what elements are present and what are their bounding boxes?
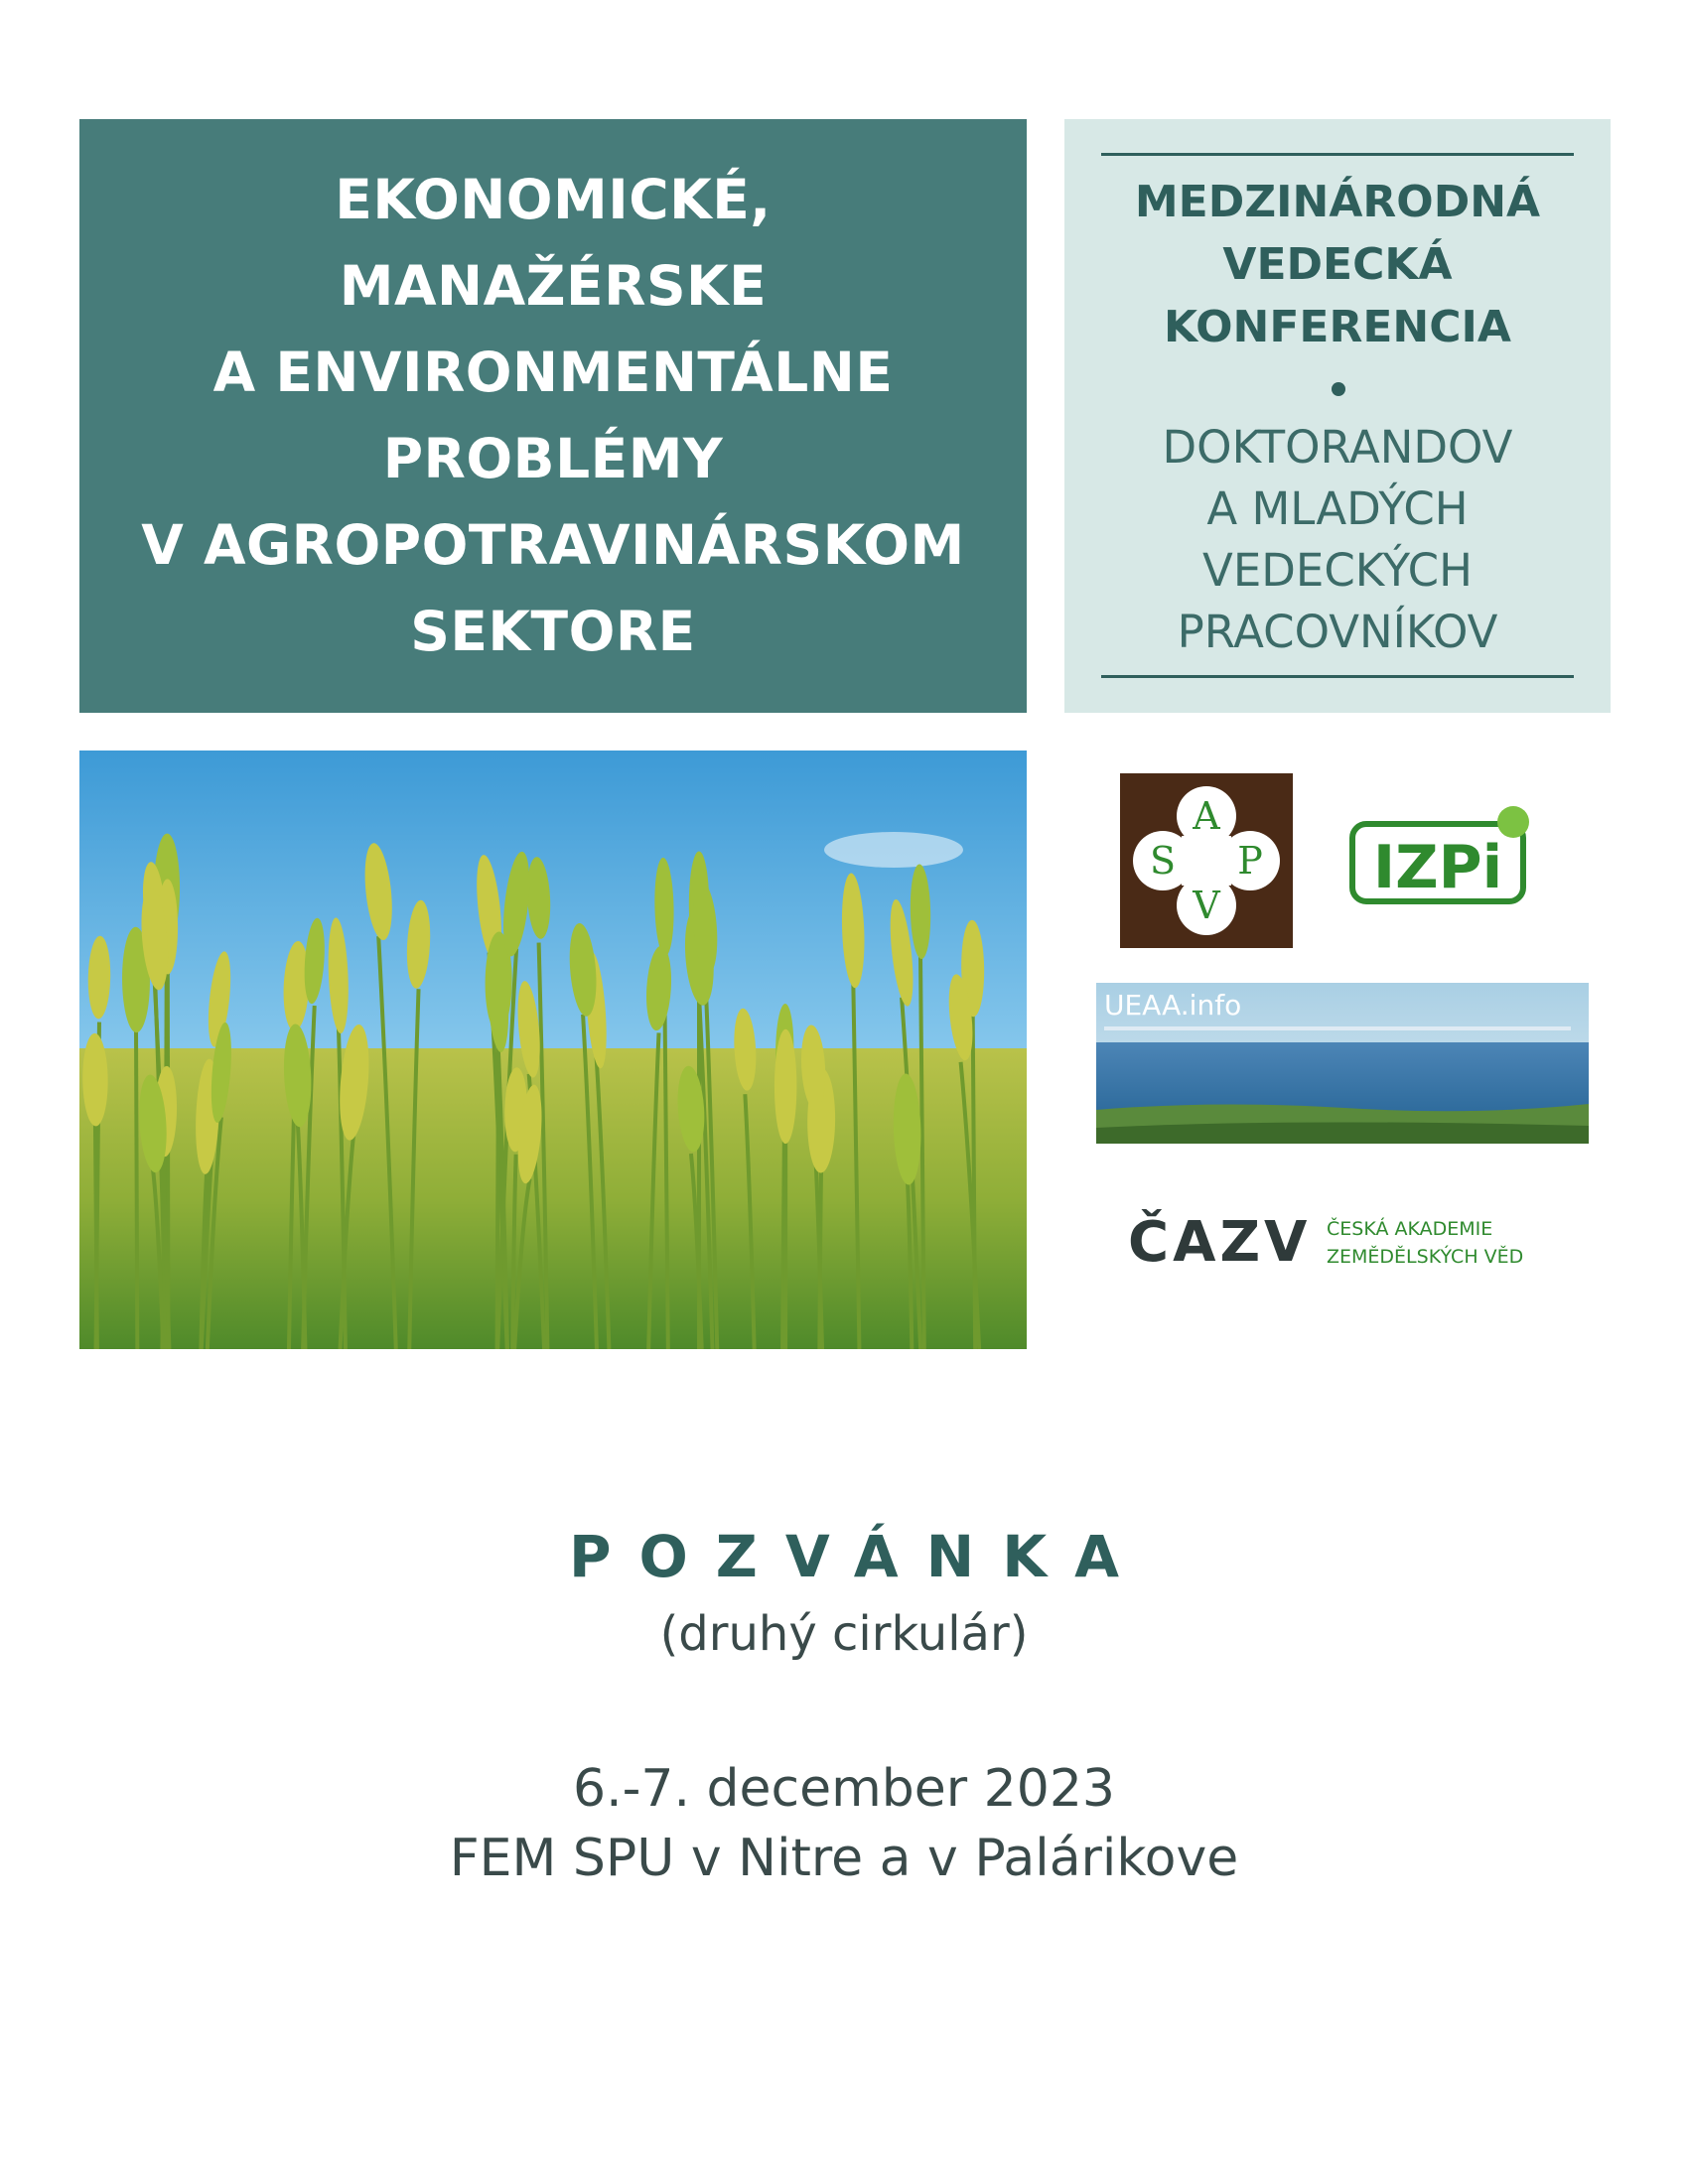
- cazv-name-line: ZEMĚDĚLSKÝCH VĚD: [1327, 1246, 1524, 1268]
- cazv-mark: ČAZV: [1128, 1210, 1312, 1275]
- wheat-stalk: [136, 1024, 137, 1349]
- cazv-name-line: ČESKÁ AKADEMIE: [1327, 1218, 1493, 1240]
- cazv-logo: [1100, 1171, 1593, 1310]
- event-venue: FEM SPU v Nitre a v Palárikove: [449, 1829, 1239, 1888]
- conference-heading: [1064, 171, 1611, 358]
- wheat-stalk: [95, 1125, 97, 1349]
- bullet-dot: [1332, 382, 1345, 396]
- title-line: EKONOMICKÉ,: [335, 168, 772, 231]
- event-date: 6.-7. december 2023: [573, 1759, 1115, 1819]
- asvp-logo: [1118, 771, 1295, 950]
- audience-line: VEDECKÝCH: [1202, 544, 1473, 597]
- conference-heading-line: VEDECKÁ: [1222, 239, 1453, 290]
- asvp-letter: P: [1237, 839, 1263, 883]
- asvp-letter: A: [1193, 794, 1220, 838]
- izpi-wordmark: IZPi: [1372, 833, 1503, 902]
- audience-line: DOKTORANDOV: [1162, 421, 1513, 474]
- conference-type-box: [1064, 119, 1611, 713]
- conference-title-box: [79, 119, 1027, 713]
- title-line: A ENVIRONMENTÁLNE: [212, 341, 894, 404]
- title-line: SEKTORE: [410, 600, 696, 663]
- title-line: PROBLÉMY: [382, 427, 724, 490]
- asvp-letter: V: [1193, 884, 1220, 927]
- conference-heading-line: KONFERENCIA: [1164, 302, 1511, 352]
- invitation-subtitle: (druhý cirkulár): [659, 1606, 1029, 1662]
- izpi-logo: [1348, 804, 1532, 913]
- title-line: V AGROPOTRAVINÁRSKOM: [141, 513, 965, 577]
- audience-line: PRACOVNÍKOV: [1177, 606, 1498, 658]
- conference-heading-line: MEDZINÁRODNÁ: [1134, 177, 1541, 227]
- title-line: MANAŽÉRSKE: [339, 254, 768, 318]
- wheat-ear: [774, 1029, 796, 1144]
- conference-audience: [1064, 417, 1611, 663]
- wheat-field-image: [79, 751, 1027, 1349]
- audience-line: A MLADÝCH: [1206, 482, 1469, 535]
- invitation-title: POZVÁNKA: [568, 1523, 1148, 1590]
- asvp-letter: S: [1149, 839, 1177, 883]
- top-divider: [1101, 153, 1574, 156]
- ueaa-logo: [1096, 983, 1589, 1144]
- bottom-divider: [1101, 675, 1574, 678]
- ueaa-wordmark: UEAA.info: [1104, 989, 1242, 1022]
